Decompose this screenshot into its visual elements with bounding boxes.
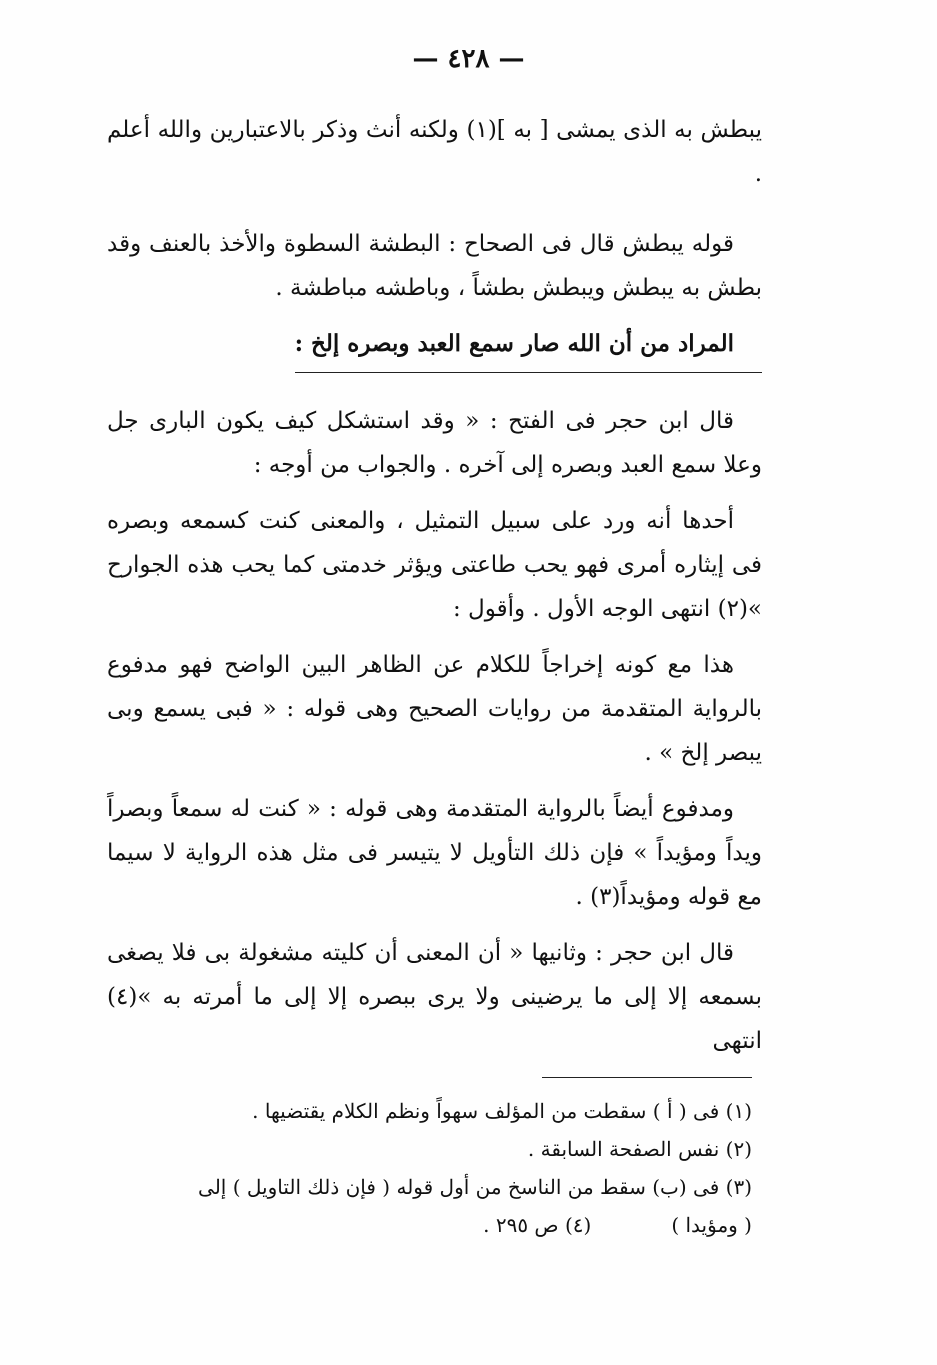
paragraph-3: قال ابن حجر فى الفتح : « وقد استشكل كيف يكون البارى جل وعلا سمع العبد وبصره إلى آخره . والجواب من أوجه : [107, 408, 762, 478]
section-heading-wrap [107, 322, 762, 399]
page-number: — ٤٢٨ — [412, 44, 525, 74]
paragraph-5: هذا مع كونه إخراجاً للكلام عن الظاهر البين الواضح فهو مدفوع بالرواية المتقدمة من روايات الصحيح وهى قوله : « فبى يسمع وبى يبصر إلخ » . [107, 652, 762, 766]
paragraph-7: قال ابن حجر : وثانيها « أن المعنى أن كليته مشغولة بى فلا يصغى بسمعه إلا إلى ما يرضينى ولا يرى ببصره إلا إلى ما أمرته به »(٤) انتهى [107, 940, 762, 1054]
paragraph-6: ومدفوع أيضاً بالرواية المتقدمة وهى قوله : « كنت له سمعاً وبصراً ويداً ومؤيداً » فإن ذلك التأويل لا يتيسر فى مثل هذه الرواية لا سيما مع قوله ومؤيداً(٣) . [107, 796, 762, 910]
footnote-2: (٢) نفس الصفحة السابقة . [527, 1137, 752, 1161]
paragraph-4: أحدها أنه ورد على سبيل التمثيل ، والمعنى كنت كسمعه وبصره فى إيثاره أمرى فهو يحب طاعتى ويؤثر خدمتى كما يحب هذه الجوارح »(٢) انتهى الوجه الأول . وأقول : [107, 508, 762, 622]
paragraph-2: قوله يبطش قال فى الصحاح : البطشة السطوة والأخذ بالعنف وقد بطش به يبطش ويبطش بطشاً ، وباطشه مباطشة . [107, 231, 762, 301]
footnote-3 [192, 1168, 752, 1244]
footnote-1: (١) فى ( أ ) سقطت من المؤلف سهواً ونظم الكلام يقتضيها . [252, 1099, 752, 1123]
main-text [107, 108, 762, 1075]
footnote-3-text: (٣) فى (ب) سقط من الناسخ من أول قوله ( فإن ذلك التاويل ) إلى ( ومؤيدا ) [198, 1175, 752, 1237]
paragraph-1: يبطش به الذى يمشى [ به ](١) ولكنه أنث وذكر بالاعتبارين والله أعلم . [107, 117, 762, 187]
footnote-4: (٤) ص ٢٩٥ . [483, 1213, 592, 1237]
section-heading: المراد من أن الله صار سمع العبد وبصره إلخ : [295, 322, 762, 373]
footnote-divider [542, 1077, 752, 1078]
footnotes [192, 1092, 752, 1244]
